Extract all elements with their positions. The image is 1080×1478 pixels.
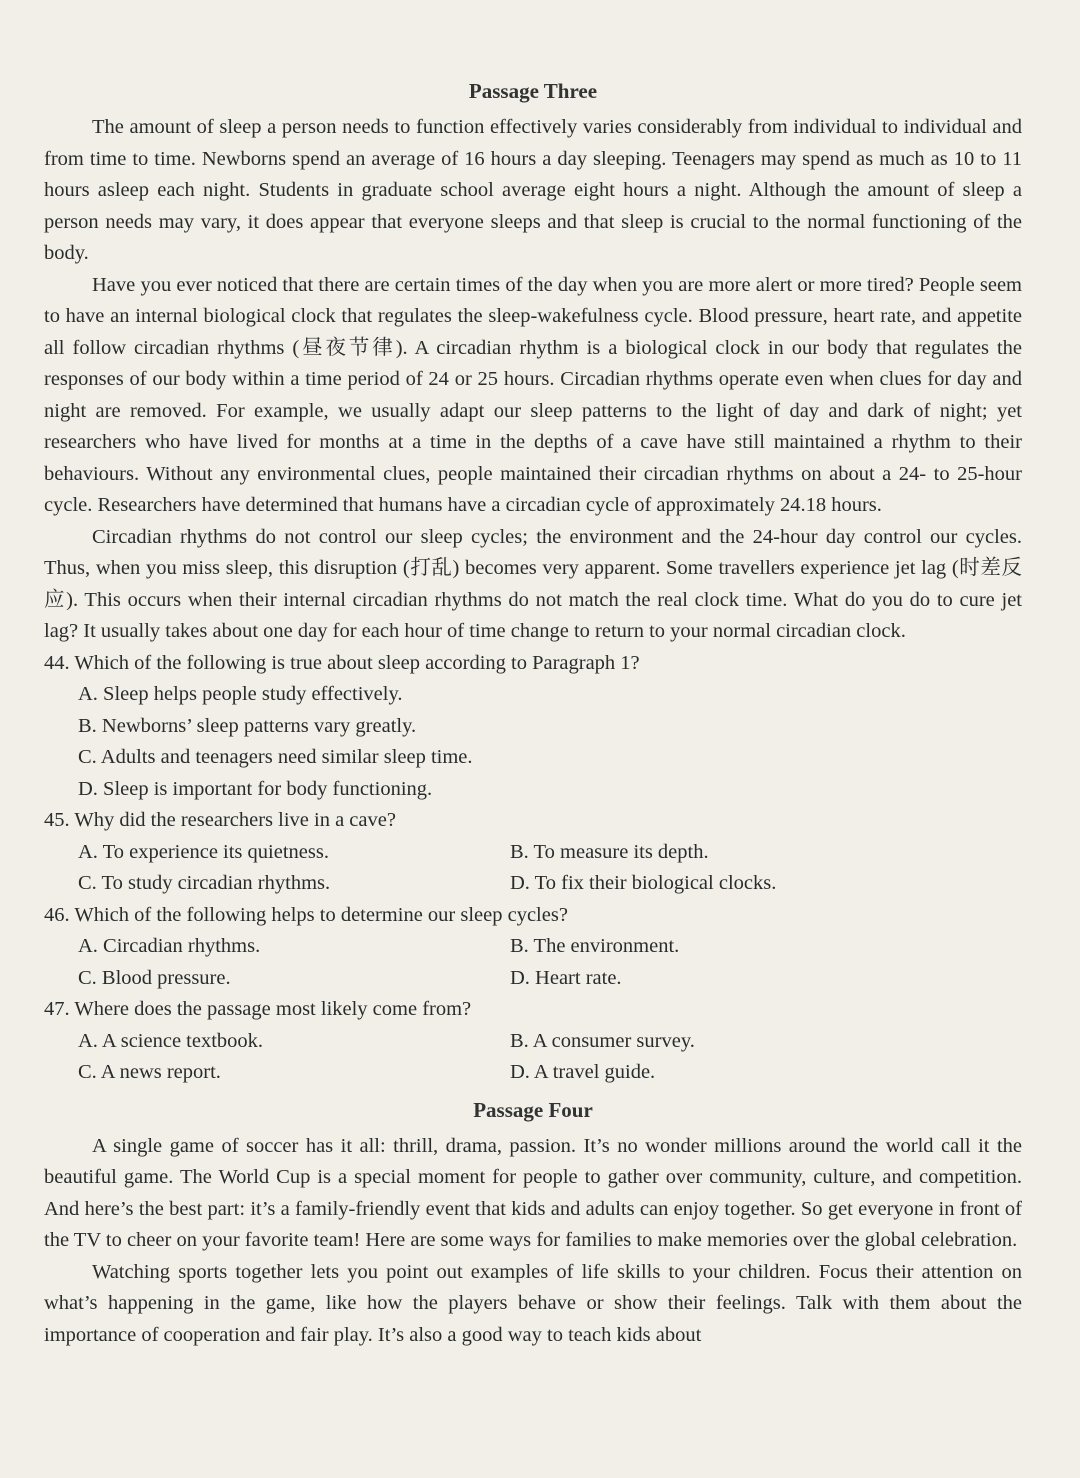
passage-three: [44, 76, 1022, 648]
option-c: C. To study circadian rhythms.: [78, 872, 331, 894]
option-list: [44, 679, 1022, 805]
option-c: C. Adults and teenagers need similar sleep time.: [78, 746, 473, 768]
question-stem: 45. Why did the researchers live in a cave?: [44, 809, 396, 831]
option-a: A. To experience its quietness.: [78, 840, 329, 863]
option-b: B. To measure its depth.: [510, 840, 709, 863]
option-d: D. A travel guide.: [510, 1061, 656, 1083]
option-a: A. Circadian rhythms.: [78, 935, 261, 957]
option-a: A. Sleep helps people study effectively.: [78, 683, 403, 705]
option-d: D. To fix their biological clocks.: [510, 872, 777, 894]
passage-four-paragraph-2: Watching sports together lets you point out examples of life skills to your children. Focus their attention on what’s happening in the game, like how the players behave or show their feelings. Talk with them about the importance of cooperation and fair play. It’s also a good way to teach kids about: [44, 1260, 1022, 1346]
question-46: [44, 900, 1022, 995]
passage-three-title: Passage Three: [468, 79, 598, 103]
option-c: C. A news report.: [78, 1061, 221, 1083]
question-list: [44, 648, 1022, 1089]
question-45: [44, 805, 1022, 900]
question-47: [44, 994, 1022, 1089]
option-a: A. A science textbook.: [78, 1029, 264, 1052]
passage-three-paragraph-2: Have you ever noticed that there are certain times of the day when you are more alert or more tired? People seem to have an internal biological clock that regulates the sleep-wakefulness cycle. Blood pressure, heart rate, and appetite all follow circadian rhythms (昼夜节律). A circadian rhythm is a biological clock in our body that regulates the responses of our body within a time period of 24 or 25 hours. Circadian rhythms operate even when clues for day and night are removed. For example, we usually adapt our sleep patterns to the light of day and dark of night; yet researchers who have lived for months at a time in the depths of a cave have still maintained a rhythm to their behaviours. Without any environmental clues, people maintained their circadian rhythms on about a 24- to 25-hour cycle. Researchers have determined that humans have a circadian cycle of approximately 24.18 hours.: [44, 273, 1022, 516]
option-d: D. Heart rate.: [510, 966, 622, 989]
option-d: D. Sleep is important for body functioning.: [78, 777, 433, 800]
passage-three-paragraph-1: The amount of sleep a person needs to function effectively varies considerably from individual to individual and from time to time. Newborns spend an average of 16 hours a day sleeping. Teenagers may spend as much as 10 to 11 hours asleep each night. Students in graduate school average eight hours a night. Although the amount of sleep a person needs may vary, it does appear that everyone sleeps and that sleep is crucial to the normal functioning of the body.: [44, 116, 1022, 264]
passage-four-paragraph-1: A single game of soccer has it all: thrill, drama, passion. It’s no wonder millions around the world call it the beautiful game. The World Cup is a special moment for people to gather over community, culture, and competition. And here’s the best part: it’s a family-friendly event that kids and adults can enjoy together. So get everyone in front of the TV to cheer on your favorite team! Here are some ways for families to make memories over the global celebration.: [44, 1134, 1022, 1251]
passage-four-title: Passage Four: [473, 1097, 593, 1122]
option-b: B. Newborns’ sleep patterns vary greatly.: [78, 714, 417, 737]
option-list: [44, 837, 1022, 900]
option-list: [44, 931, 1022, 994]
option-list: [44, 1026, 1022, 1089]
question-stem: 46. Which of the following helps to determine our sleep cycles?: [44, 903, 568, 926]
question-44: [44, 648, 1022, 806]
option-b: B. The environment.: [510, 935, 680, 957]
option-b: B. A consumer survey.: [510, 1029, 695, 1052]
question-stem: 47. Where does the passage most likely come from?: [44, 998, 472, 1020]
passage-four: [44, 1095, 1022, 1352]
passage-three-paragraph-3: Circadian rhythms do not control our sleep cycles; the environment and the 24-hour day control our cycles. Thus, when you miss sleep, this disruption (打乱) becomes very apparent. Some travellers experience jet lag (时差反应). This occurs when their internal circadian rhythms do not match the real clock time. What do you do to cure jet lag? It usually takes about one day for each hour of time change to return to your normal circadian clock.: [44, 525, 1022, 642]
question-stem: 44. Which of the following is true about sleep according to Paragraph 1?: [44, 651, 640, 674]
option-c: C. Blood pressure.: [78, 966, 231, 989]
